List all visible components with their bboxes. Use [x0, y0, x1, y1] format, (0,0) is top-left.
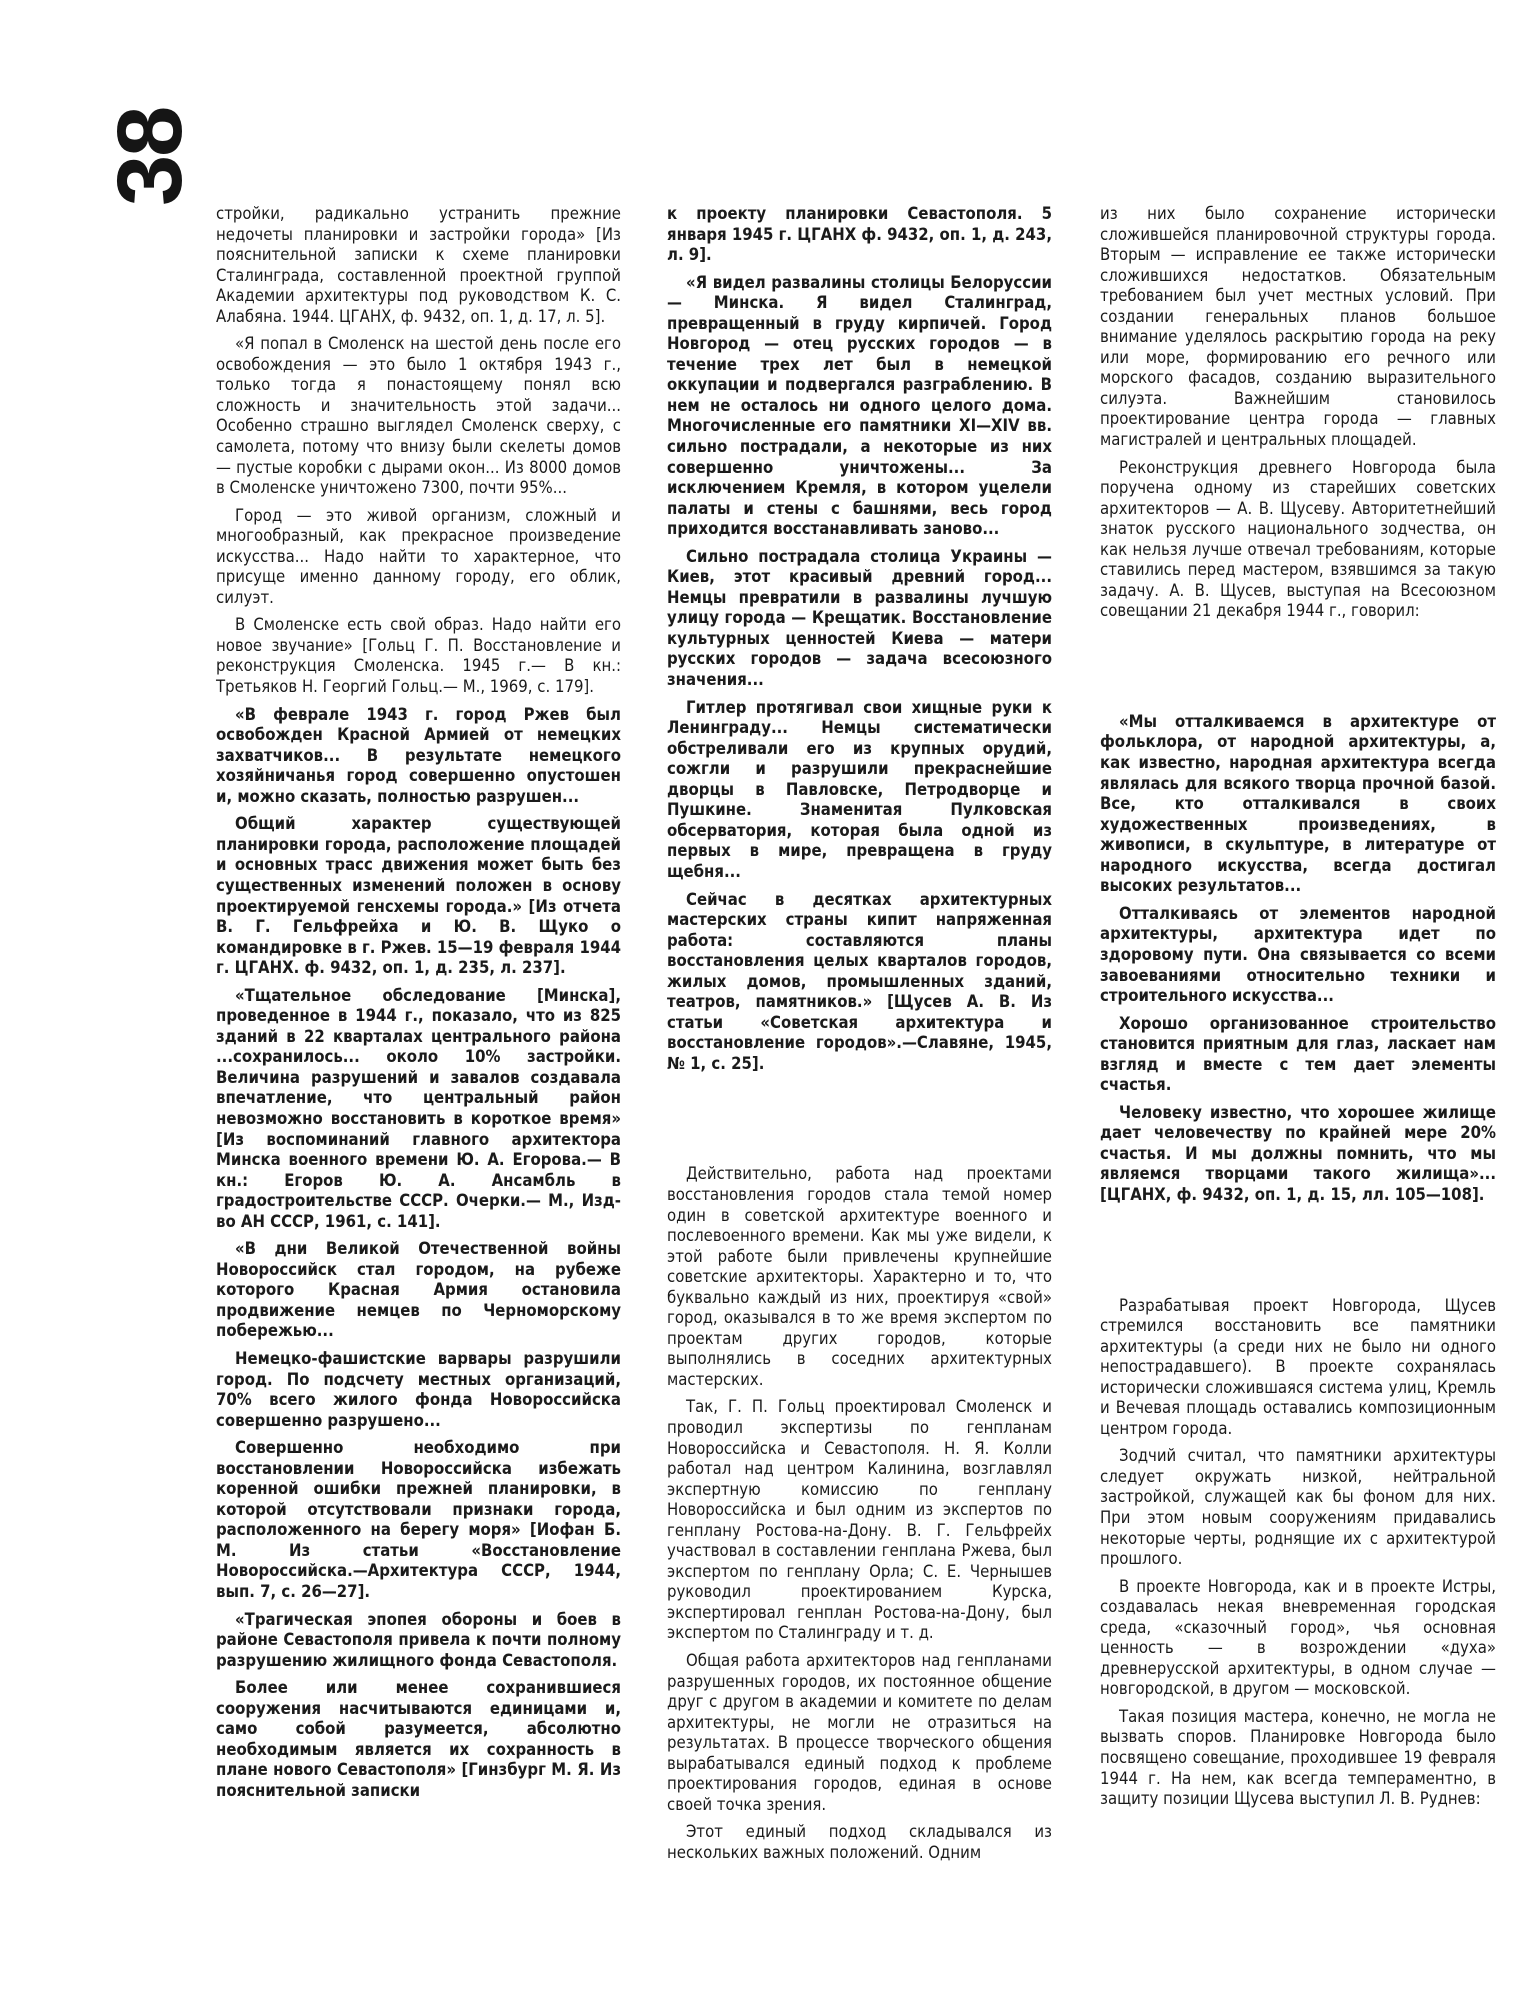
text-column-3 — [1100, 204, 1496, 1817]
paragraph: Немецко-фашистские варвары разрушили город. По подсчету местных организаций, 70% всего жилого фонда Новороссийска совершенно разрушено... — [216, 1348, 621, 1430]
quote-paragraph: Человеку известно, что хорошее жилище дает человечеству по крайней мере 20% счастья. И мы должны помнить, что мы являемся творцами такого жилища»... [ЦГАНХ, ф. 9432, оп. 1, д. 15, лл. 105—108]. — [1100, 1102, 1496, 1204]
paragraph: В проекте Новгорода, как и в проекте Истры, создавалась некая вневременная городская среда, «сказочный город», чья основная ценность — в возрождении «духа» древнерусской архитектуры, в одном случае — новгородской, в другом — московской. — [1100, 1576, 1496, 1699]
paragraph: Так, Г. П. Гольц проектировал Смоленск и проводил экспертизы по генпланам Новороссийска и Севастополя. Н. Я. Колли работал над центром Калинина, возглавлял экспертную комиссию по генплану Новороссийска и был одним из экспертов по генплану Ростова-на-Дону. В. Г. Гельфрейх участвовал в составлении генплана Ржева, был экспертом по генплану Орла; С. Е. Чернышев руководил проектированием Курска, экспертировал генплан Ростова-на-Дону, был экспертом по Сталинграду и т. д. — [667, 1397, 1052, 1643]
quote-paragraph: Хорошо организованное строительство становится приятным для глаз, ласкает нам взгляд и вместе с тем дает элементы счастья. — [1100, 1013, 1496, 1095]
paragraph: Более или менее сохранившиеся сооружения насчитываются единицами и, само собой разумеется, абсолютно необходимым является их сохранность в плане нового Севастополя» [Гинзбург М. Я. Из пояснительной записки — [216, 1678, 621, 1800]
paragraph: Разрабатывая проект Новгорода, Щусев стремился восстановить все памятники архитектуры (а среди них не было ни одного непострадавшего). В проекте сохранялась исторически сложившаяся система улиц, Кремль и Вечевая площадь оставались композиционным центром города. — [1100, 1295, 1496, 1438]
paragraph: Зодчий считал, что памятники архитектуры следует окружать низкой, нейтральной застройкой, служащей как бы фоном для них. При этом новым сооружениям придавались некоторые черты, роднящие их с архитектурой прошлого. — [1100, 1446, 1496, 1569]
paragraph: из них было сохранение исторически сложившейся планировочной структуры города. Вторым — исправление ее также исторически сложившихся недостатков. Обязательным требованием был учет местных условий. При создании генеральных планов большое внимание уделялось раскрытию города на реку или море, формированию его речного или морского фасадов, созданию выразительного силуэта. Важнейшим становилось проектирование центра города — главных магистралей и центральных площадей. — [1100, 204, 1496, 450]
page-number: 38 — [99, 107, 201, 206]
text-column-2 — [667, 204, 1052, 1870]
quote-paragraph: «Мы отталкиваемся в архитектуре от фольклора, от народной архитектуры, а, как известно, народная архитектура всегда являлась для всякого творца прочной базой. Все, кто отталкивался в своих художественных произведениях, в живописи, в скульптуре, в литературе от народного искусства, всегда достигал высоких результатов... — [1100, 711, 1496, 896]
text-column-1 — [216, 204, 621, 1808]
paragraph: В Смоленске есть свой образ. Надо найти его новое звучание» [Гольц Г. П. Восстановление и реконструкция Смоленска. 1945 г.— В кн.: Третьяков Н. Георгий Гольц.— М., 1969, с. 179]. — [216, 615, 621, 697]
paragraph: Такая позиция мастера, конечно, не могла не вызвать споров. Планировке Новгорода было посвящено совещание, проходившее 19 февраля 1944 г. На нем, как всегда темпераментно, в защиту позиции Щусева выступил Л. В. Руднев: — [1100, 1706, 1496, 1809]
paragraph: Общий характер существующей планировки города, расположение площадей и основных трасс движения может быть без существенных изменений положен в основу проектируемой генсхемы города.» [Из отчета В. Г. Гельфрейха и Ю. В. Щуко о командировке в г. Ржев. 15—19 февраля 1944 г. ЦГАНХ. ф. 9432, оп. 1, д. 235, л. 237]. — [216, 814, 621, 978]
paragraph: Гитлер протягивал свои хищные руки к Ленинграду... Немцы систематически обстреливали его из крупных орудий, сожгли и разрушили прекраснейшие дворцы в Павловске, Петродворце и Пушкине. Знаменитая Пулковская обсерватория, которая была одной из первых в мире, превращена в груду щебня... — [667, 697, 1052, 881]
paragraph: Город — это живой организм, сложный и многообразный, как прекрасное произведение искусства... Надо найти то характерное, что присуще именно данному городу, его облик, силуэт. — [216, 505, 621, 607]
paragraph: Сильно пострадала столица Украины — Киев, этот красивый древний город... Немцы превратили в развалины лучшую улицу города — Крещатик. Восстановление культурных ценностей Киева — матери русских городов — задача всесоюзного значения... — [667, 546, 1052, 690]
paragraph: «Трагическая эпопея обороны и боев в районе Севастополя привела к почти полному разрушению жилищного фонда Севастополя. — [216, 1609, 621, 1670]
paragraph: Общая работа архитекторов над генпланами разрушенных городов, их постоянное общение друг с другом в академии и комитете по делам архитектуры, не могли не отразиться на результатах. В процессе творческого общения вырабатывался единый подход к проблеме проектирования городов, единая в основе своей точка зрения. — [667, 1651, 1052, 1814]
paragraph: Действительно, работа над проектами восстановления городов стала темой номер один в советской архитектуре военного и послевоенного времени. Как мы уже видели, к этой работе были привлечены крупнейшие советские архитекторы. Характерно и то, что буквально каждый из них, проектируя «свой» город, оказывался в то же время экспертом по проектам других городов, которые выполнялись в соседних архитектурных мастерских. — [667, 1164, 1052, 1389]
paragraph: «В феврале 1943 г. город Ржев был освобожден Красной Армией от немецких захватчиков... В результате немецкого хозяйничанья город совершенно опустошен и, можно сказать, полностью разрушен... — [216, 704, 621, 806]
paragraph: Реконструкция древнего Новгорода была поручена одному из старейших советских архитекторов — А. В. Щусеву. Авторитетнейший знаток русского национального зодчества, он как нельзя лучше отвечал требованиям, которые ставились перед мастером, взявшимся за такую задачу. А. В. Щусев, выступая на Всесоюзном совещании 21 декабря 1944 г., говорил: — [1100, 457, 1496, 621]
paragraph: «Тщательное обследование [Минска], проведенное в 1944 г., показало, что из 825 зданий в 22 кварталах центрального района ...сохранилось... около 10% застройки. Величина разрушений и завалов создавала впечатление, что центральный район невозможно восстановить в короткое время» [Из воспоминаний главного архитектора Минска военного времени Ю. А. Егорова.— В кн.: Егоров Ю. А. Ансамбль в градостроительстве СССР. Очерки.— М., Изд-во АН СССР, 1961, с. 141]. — [216, 985, 621, 1231]
paragraph: к проекту планировки Севастополя. 5 января 1945 г. ЦГАНХ ф. 9432, оп. 1, д. 243, л. 9]. — [667, 204, 1052, 265]
paragraph: Совершенно необходимо при восстановлении Новороссийска избежать коренной ошибки прежней планировки, в которой отсутствовали признаки города, расположенного на берегу моря» [Иофан Б. М. Из статьи «Восстановление Новороссийска.—Архитектура СССР, 1944, вып. 7, с. 26—27]. — [216, 1438, 621, 1601]
paragraph: Сейчас в десятках архитектурных мастерских страны кипит напряженная работа: составляются планы восстановления целых кварталов городов, жилых домов, промышленных зданий, театров, памятников.» [Щусев А. В. Из статьи «Советская архитектура и восстановление городов».—Славяне, 1945, № 1, с. 25]. — [667, 889, 1052, 1073]
paragraph: Этот единый подход складывался из нескольких важных положений. Одним — [667, 1822, 1052, 1862]
paragraph: «В дни Великой Отечественной войны Новороссийск стал городом, на рубеже которого Красная Армия остановила продвижение немцев по Черноморскому побережью... — [216, 1239, 621, 1341]
quote-paragraph: Отталкиваясь от элементов народной архитектуры, архитектура идет по здоровому пути. Она связывается со всеми завоеваниями относительно техники и строительного искусства... — [1100, 903, 1496, 1006]
paragraph: «Я видел развалины столицы Белоруссии — Минска. Я видел Сталинград, превращенный в груду кирпичей. Город Новгород — отец русских городов — в течение трех лет был в немецкой оккупации и подвергался разграблению. В нем не осталось ни одного целого дома. Многочисленные его памятники XI—XIV вв. сильно пострадали, а некоторые из них совершенно уничтожены... За исключением Кремля, в котором уцелели палаты и стены с башнями, весь город приходится восстанавливать заново... — [667, 272, 1052, 539]
paragraph: «Я попал в Смоленск на шестой день после его освобождения — это было 1 октября 1943 г., только тогда я понастоящему понял всю сложность и значительность этой задачи... Особенно страшно выглядел Смоленск сверху, с самолета, потому что внизу были скелеты домов — пустые коробки с дырами окон... Из 8000 домов в Смоленске уничтожено 7300, почти 95%... — [216, 334, 621, 498]
paragraph: стройки, радикально устранить прежние недочеты планировки и застройки города» [Из пояснительной записки к схеме планировки Сталинграда, составленной проектной группой Академии архитектуры под руководством К. С. Алабяна. 1944. ЦГАНХ, ф. 9432, оп. 1, д. 17, л. 5]. — [216, 204, 621, 326]
